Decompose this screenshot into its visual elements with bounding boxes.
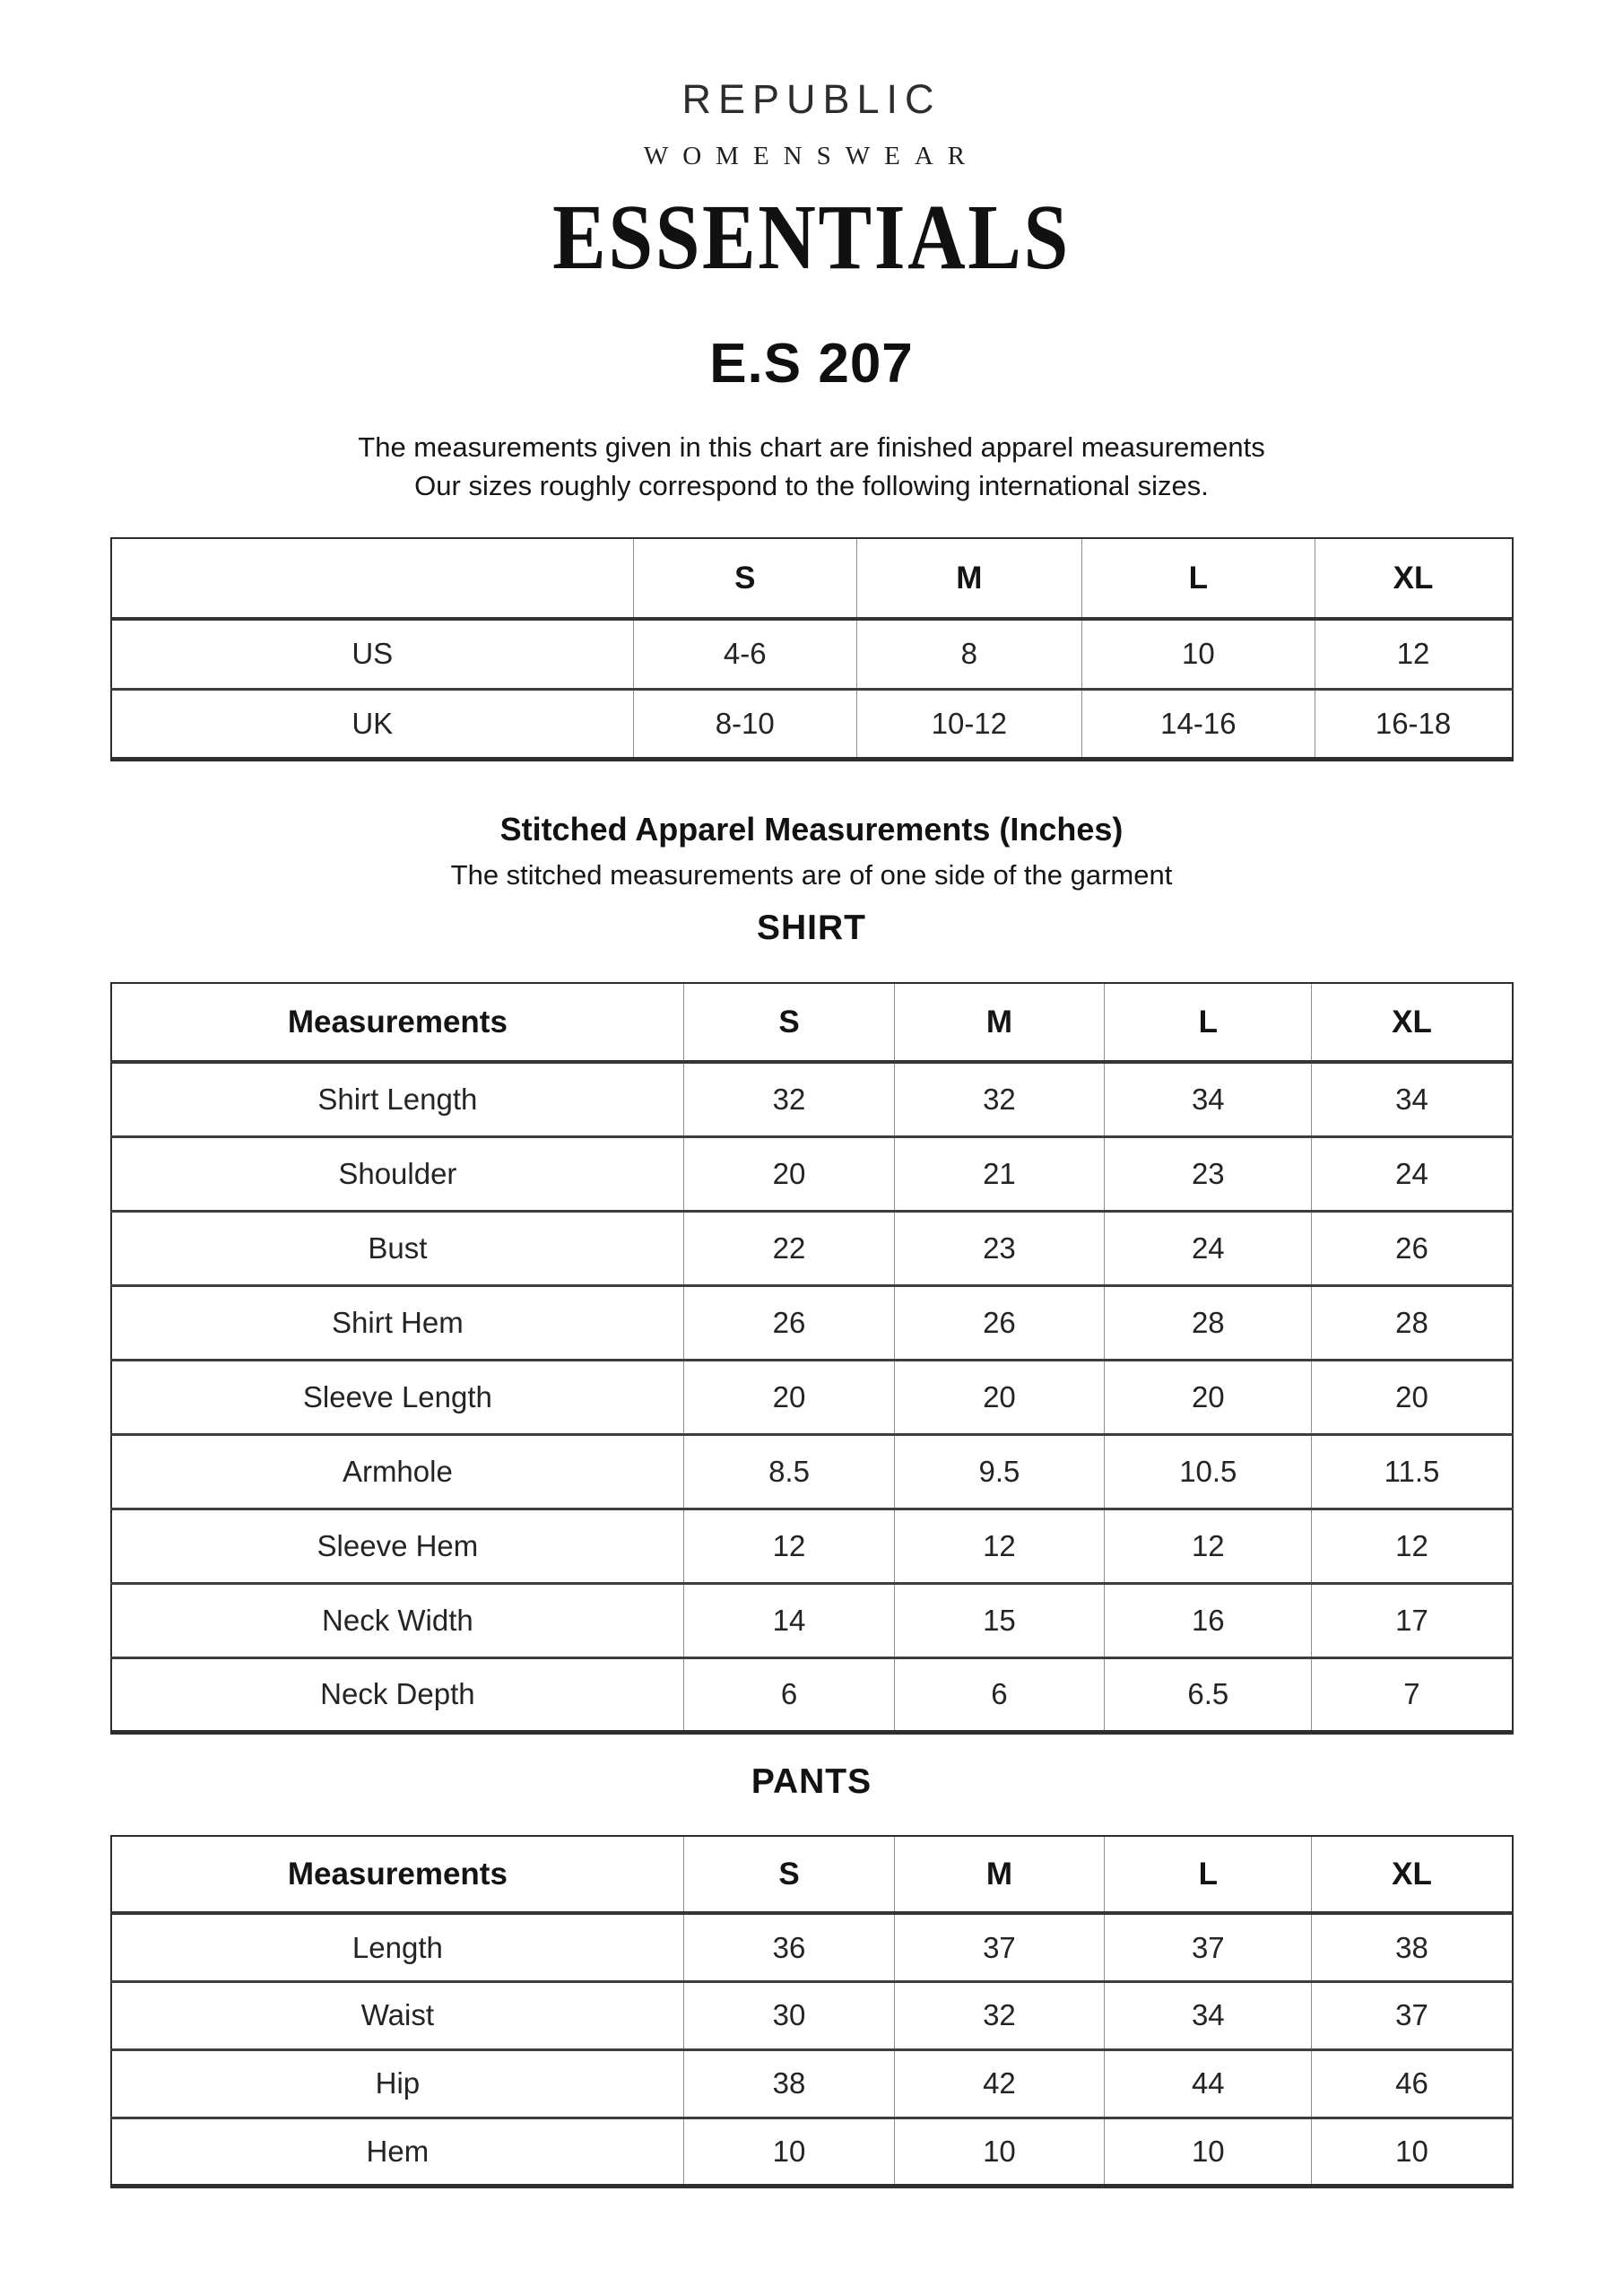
measurement-cell: 37: [1312, 1981, 1513, 2049]
column-header-s: S: [633, 538, 856, 619]
measurement-cell: 8: [856, 619, 1082, 689]
intro-text: [0, 428, 1623, 505]
row-label: Shoulder: [111, 1136, 684, 1211]
table-row: [111, 1981, 1513, 2049]
table-row: [111, 1434, 1513, 1509]
table-row: [111, 619, 1513, 689]
column-header-m: M: [894, 983, 1104, 1062]
measurement-cell: 6: [684, 1657, 894, 1732]
intro-line-2: Our sizes roughly correspond to the following international sizes.: [414, 470, 1209, 501]
measurement-cell: 20: [684, 1136, 894, 1211]
brand-logo-secondary: WOMENSWEAR: [643, 142, 980, 170]
column-header-l: L: [1105, 1836, 1312, 1913]
table-row: [111, 1360, 1513, 1434]
stitched-section-title: Stitched Apparel Measurements (Inches): [499, 810, 1124, 848]
measurement-cell: 16-18: [1315, 689, 1512, 759]
brand-logo-primary: REPUBLIC: [681, 76, 942, 122]
header-row: [111, 538, 1513, 619]
measurement-cell: 20: [1312, 1360, 1513, 1434]
column-header-l: L: [1105, 983, 1312, 1062]
measurement-cell: 42: [894, 2049, 1104, 2118]
column-header-m: M: [856, 538, 1082, 619]
row-label: Shirt Hem: [111, 1285, 684, 1360]
table-row: [111, 1136, 1513, 1211]
measurement-cell: 28: [1312, 1285, 1513, 1360]
measurement-cell: 22: [684, 1211, 894, 1285]
measurement-cell: 7: [1312, 1657, 1513, 1732]
row-label: Sleeve Length: [111, 1360, 684, 1434]
measurement-cell: 20: [684, 1360, 894, 1434]
measurement-cell: 34: [1105, 1981, 1312, 2049]
measurement-cell: 20: [894, 1360, 1104, 1434]
column-header-s: S: [684, 1836, 894, 1913]
measurement-cell: 9.5: [894, 1434, 1104, 1509]
table-row: [111, 1062, 1513, 1136]
row-label: Hem: [111, 2118, 684, 2186]
measurement-cell: 15: [894, 1583, 1104, 1657]
table-row: [111, 1583, 1513, 1657]
measurement-cell: 10: [1082, 619, 1315, 689]
measurement-cell: 14-16: [1082, 689, 1315, 759]
stitched-section-subtitle: The stitched measurements are of one side of the garment: [450, 859, 1173, 891]
column-header-measurements: Measurements: [287, 1856, 508, 1892]
measurement-cell: 12: [894, 1509, 1104, 1583]
header-row: [111, 1836, 1513, 1913]
row-label: Waist: [111, 1981, 684, 2049]
measurement-cell: 34: [1312, 1062, 1513, 1136]
shirt-measurements-table: [110, 982, 1514, 1735]
row-label: Armhole: [111, 1434, 684, 1509]
measurement-cell: 28: [1105, 1285, 1312, 1360]
measurement-cell: 10: [894, 2118, 1104, 2186]
measurement-cell: 21: [894, 1136, 1104, 1211]
measurement-cell: 26: [894, 1285, 1104, 1360]
table-row: [111, 1657, 1513, 1732]
measurement-cell: 16: [1105, 1583, 1312, 1657]
table-row: [111, 1211, 1513, 1285]
row-label: Length: [111, 1913, 684, 1981]
measurement-cell: 11.5: [1312, 1434, 1513, 1509]
measurement-cell: 12: [1315, 619, 1512, 689]
row-label: Neck Width: [111, 1583, 684, 1657]
measurement-cell: 38: [1312, 1913, 1513, 1981]
row-label: Bust: [111, 1211, 684, 1285]
measurement-cell: 8.5: [684, 1434, 894, 1509]
table-row: [111, 1913, 1513, 1981]
measurement-cell: 10: [1105, 2118, 1312, 2186]
column-header-s: S: [684, 983, 894, 1062]
international-sizes-table: [110, 537, 1514, 761]
measurement-cell: 32: [894, 1981, 1104, 2049]
measurement-cell: 32: [894, 1062, 1104, 1136]
measurement-cell: 12: [1105, 1509, 1312, 1583]
measurement-cell: 6.5: [1105, 1657, 1312, 1732]
pants-section-title: PANTS: [751, 1761, 872, 1801]
measurement-cell: 14: [684, 1583, 894, 1657]
measurement-cell: 8-10: [633, 689, 856, 759]
measurement-cell: 24: [1105, 1211, 1312, 1285]
row-label: UK: [111, 689, 634, 759]
row-label: Hip: [111, 2049, 684, 2118]
shirt-section-title: SHIRT: [757, 909, 866, 948]
table-row: [111, 2049, 1513, 2118]
header-row: [111, 983, 1513, 1062]
row-label: US: [111, 619, 634, 689]
measurement-cell: 10.5: [1105, 1434, 1312, 1509]
row-label: Sleeve Hem: [111, 1509, 684, 1583]
measurement-cell: 26: [684, 1285, 894, 1360]
table-row: [111, 689, 1513, 759]
measurement-cell: 12: [1312, 1509, 1513, 1583]
measurement-cell: 10: [1312, 2118, 1513, 2186]
measurement-cell: 17: [1312, 1583, 1513, 1657]
table-row: [111, 1285, 1513, 1360]
measurement-cell: 38: [684, 2049, 894, 2118]
table-row: [111, 2118, 1513, 2186]
measurement-cell: 37: [1105, 1913, 1312, 1981]
measurement-cell: 23: [1105, 1136, 1312, 1211]
measurement-cell: 44: [1105, 2049, 1312, 2118]
column-header-measurements: Measurements: [287, 1004, 508, 1039]
pants-measurements-table: [110, 1835, 1514, 2188]
measurement-cell: 10: [684, 2118, 894, 2186]
measurement-cell: 34: [1105, 1062, 1312, 1136]
table-row: [111, 1509, 1513, 1583]
column-header-xl: XL: [1315, 538, 1512, 619]
column-header-xl: XL: [1312, 1836, 1513, 1913]
measurement-cell: 37: [894, 1913, 1104, 1981]
column-header-l: L: [1082, 538, 1315, 619]
measurement-cell: 23: [894, 1211, 1104, 1285]
measurement-cell: 6: [894, 1657, 1104, 1732]
measurement-cell: 20: [1105, 1360, 1312, 1434]
measurement-cell: 24: [1312, 1136, 1513, 1211]
measurement-cell: 4-6: [633, 619, 856, 689]
measurement-cell: 30: [684, 1981, 894, 2049]
measurement-cell: 26: [1312, 1211, 1513, 1285]
collection-title: ESSENTIALS: [552, 186, 1071, 289]
column-header-m: M: [894, 1836, 1104, 1913]
intro-line-1: The measurements given in this chart are finished apparel measurements: [358, 431, 1265, 463]
row-label: Neck Depth: [111, 1657, 684, 1732]
measurement-cell: 10-12: [856, 689, 1082, 759]
measurement-cell: 32: [684, 1062, 894, 1136]
product-code: E.S 207: [709, 333, 914, 395]
measurement-cell: 36: [684, 1913, 894, 1981]
column-header-xl: XL: [1312, 983, 1513, 1062]
measurement-cell: 12: [684, 1509, 894, 1583]
row-label: Shirt Length: [111, 1062, 684, 1136]
measurement-cell: 46: [1312, 2049, 1513, 2118]
column-header-blank: [111, 538, 634, 619]
